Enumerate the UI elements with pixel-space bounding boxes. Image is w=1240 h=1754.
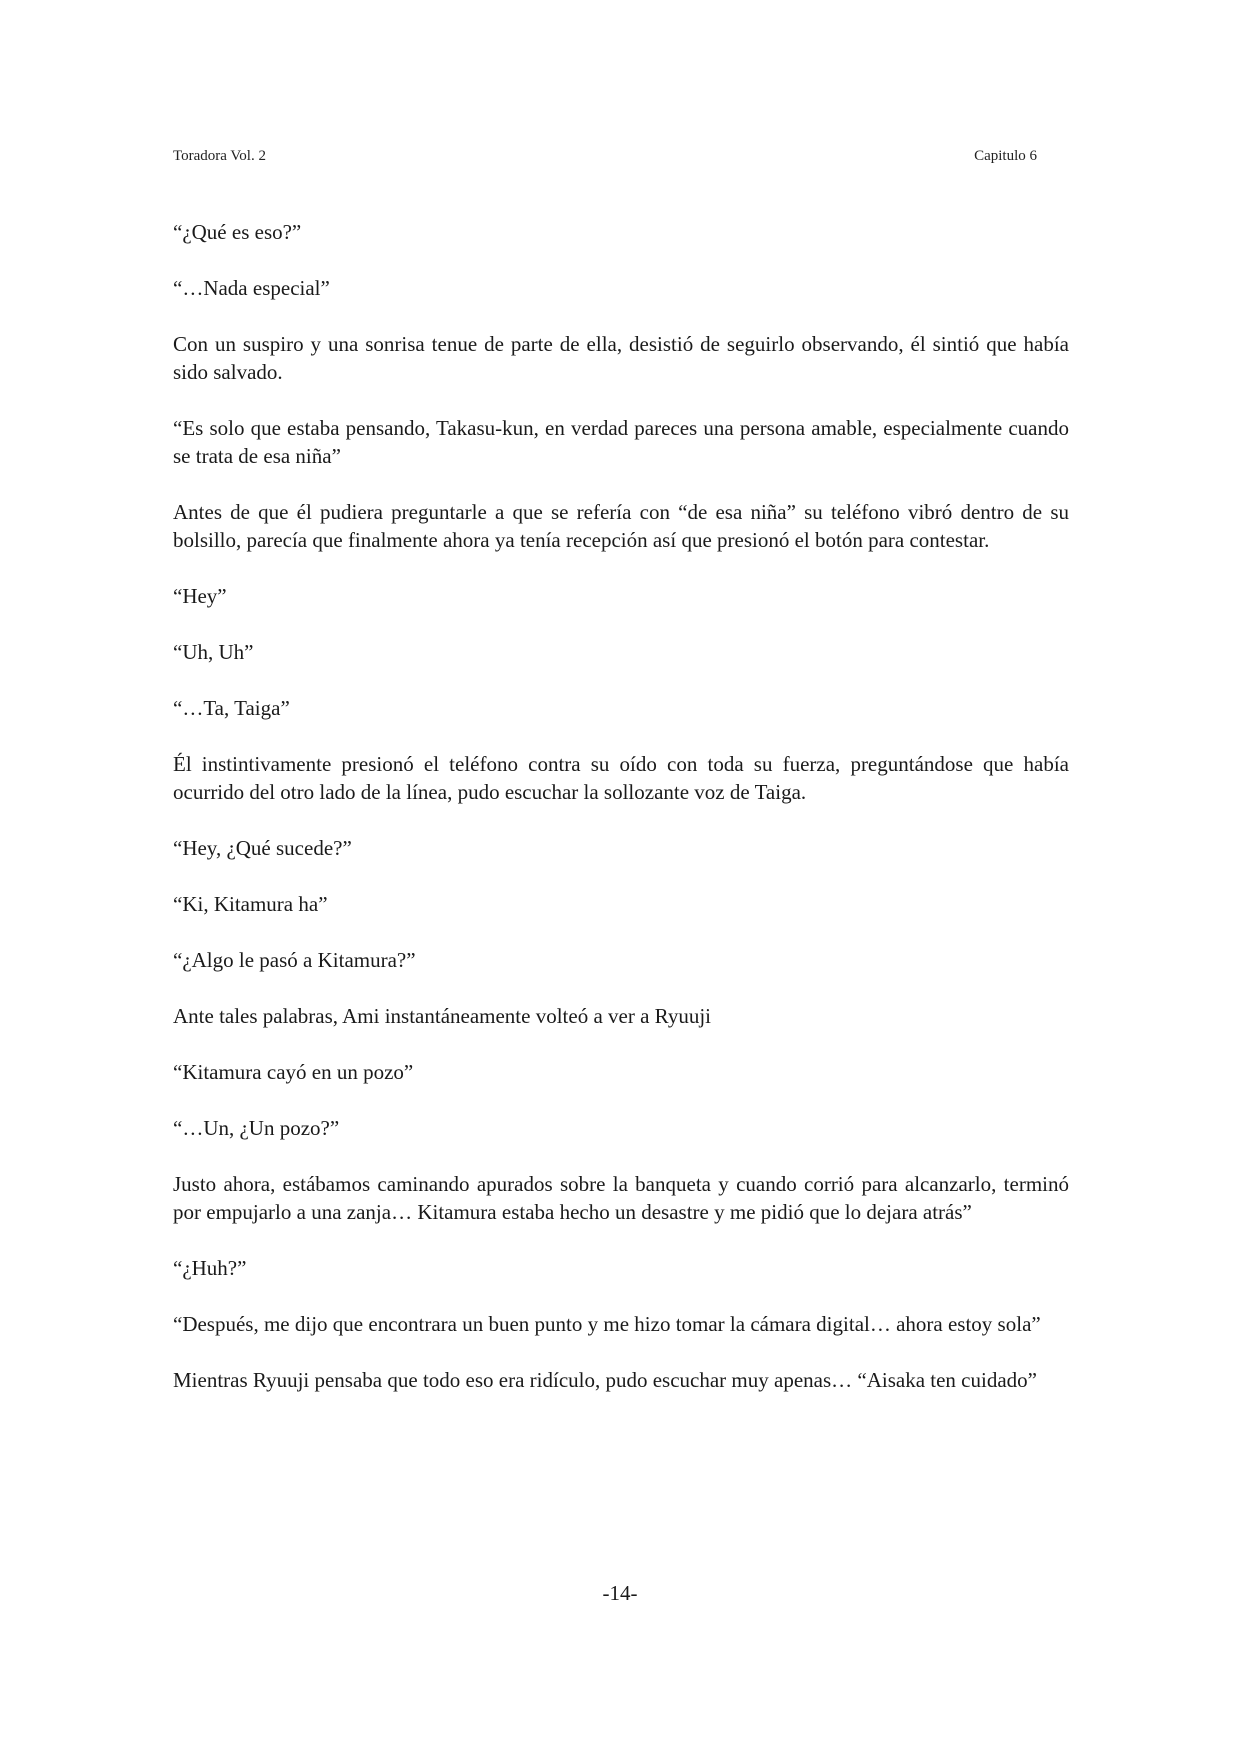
paragraph: Mientras Ryuuji pensaba que todo eso era ridículo, pudo escuchar muy apenas… “Aisaka ten cuidado” — [173, 1368, 1037, 1392]
paragraph: “…Ta, Taiga” — [173, 696, 290, 720]
paragraph: “…Nada especial” — [173, 276, 330, 300]
page-body — [173, 218, 1069, 1422]
paragraph: “¿Huh?” — [173, 1256, 247, 1280]
paragraph: Él instintivamente presionó el teléfono contra su oído con toda su fuerza, preguntándose que había ocurrido del otro lado de la línea, pudo escuchar la sollozante voz de Taiga. — [173, 752, 1069, 804]
paragraph: “Ki, Kitamura ha” — [173, 892, 328, 916]
paragraph: Ante tales palabras, Ami instantáneamente volteó a ver a Ryuuji — [173, 1004, 711, 1028]
paragraph: “¿Algo le pasó a Kitamura?” — [173, 948, 416, 972]
page-number: -14- — [602, 1581, 638, 1605]
paragraph: “¿Qué es eso?” — [173, 220, 302, 244]
paragraph: “Uh, Uh” — [173, 640, 254, 664]
paragraph: Antes de que él pudiera preguntarle a que se refería con “de esa niña” su teléfono vibró dentro de su bolsillo, parecía que finalmente ahora ya tenía recepción así que presionó el botón para contestar. — [173, 500, 1069, 552]
header-chapter: Capitulo 6 — [974, 148, 1037, 164]
header-book-title: Toradora Vol. 2 — [173, 148, 266, 164]
paragraph: “…Un, ¿Un pozo?” — [173, 1116, 340, 1140]
paragraph: “Es solo que estaba pensando, Takasu-kun, en verdad pareces una persona amable, especialmente cuando se trata de esa niña” — [173, 416, 1069, 468]
paragraph: Justo ahora, estábamos caminando apurados sobre la banqueta y cuando corrió para alcanzarlo, terminó por empujarlo a una zanja… Kitamura estaba hecho un desastre y me pidió que lo dejara atrás” — [173, 1172, 1069, 1224]
paragraph: Con un suspiro y una sonrisa tenue de parte de ella, desistió de seguirlo observando, él sintió que había sido salvado. — [173, 332, 1069, 384]
paragraph: “Hey, ¿Qué sucede?” — [173, 836, 352, 860]
paragraph: “Kitamura cayó en un pozo” — [173, 1060, 414, 1084]
paragraph: “Hey” — [173, 584, 227, 608]
paragraph: “Después, me dijo que encontrara un buen punto y me hizo tomar la cámara digital… ahora estoy sola” — [173, 1312, 1041, 1336]
